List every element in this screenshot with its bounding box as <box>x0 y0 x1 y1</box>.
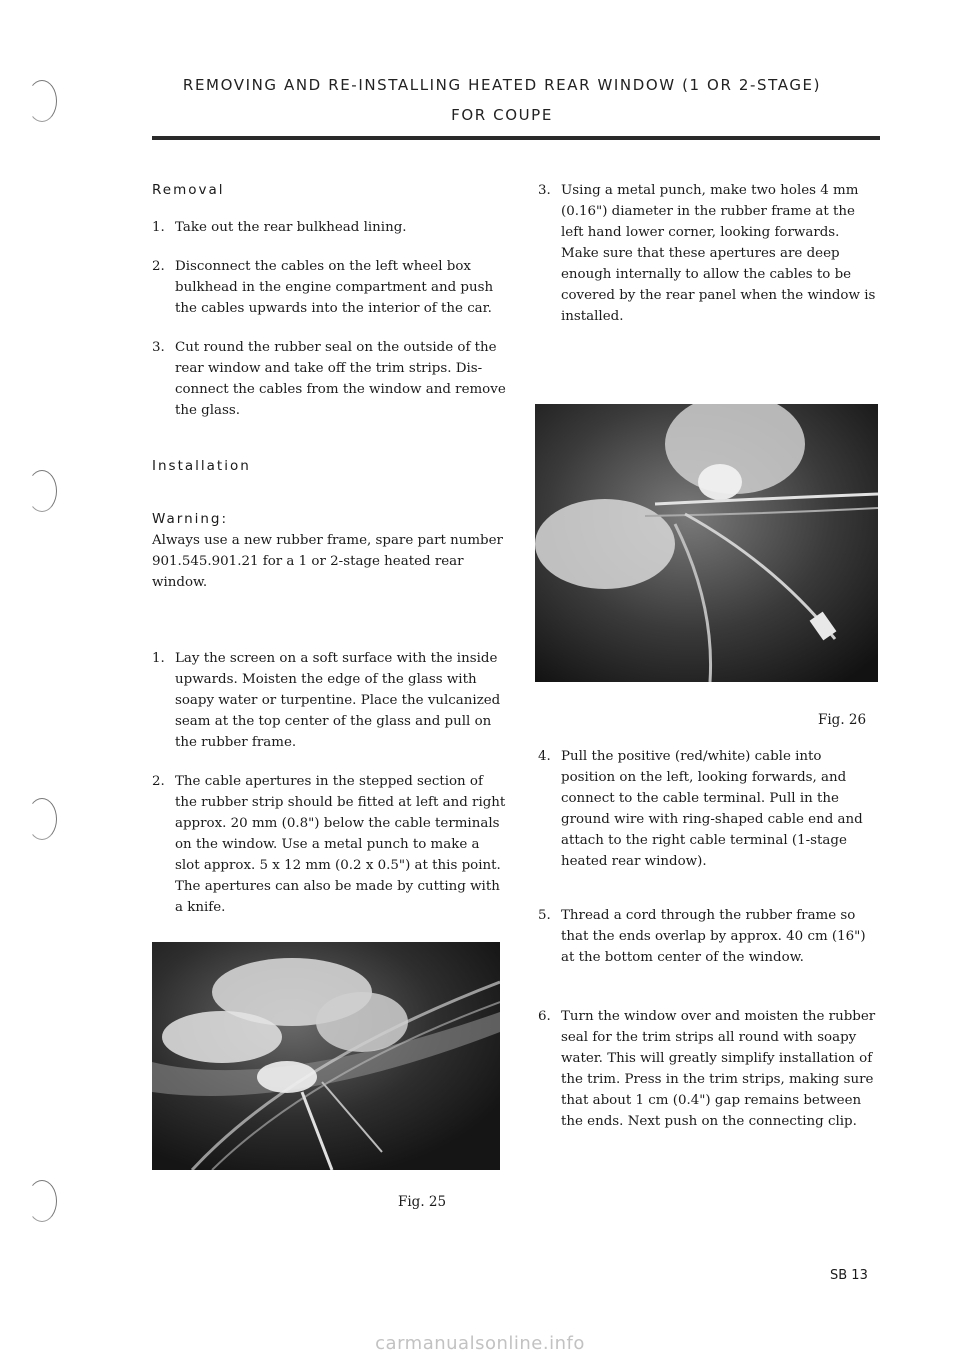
step-text: Using a metal punch, make two holes 4 mm (0.16") diameter in the rubber frame at the left hand lower corner, looking forwards. Make sure that these apertures are deep enough internally to allow the cables to be covered by the rear panel when the window is installed. <box>561 183 876 324</box>
right-steps-top <box>538 180 878 327</box>
removal-step-2 <box>152 256 508 319</box>
figure-26-photo <box>535 404 878 682</box>
step-number: 3. <box>152 340 165 355</box>
step-number: 1. <box>152 651 165 666</box>
figure-25-photo <box>152 942 500 1170</box>
step-text: Take out the rear bulkhead lining. <box>175 220 407 235</box>
installation-section <box>152 456 508 593</box>
step-number: 1. <box>152 220 165 235</box>
punch-hole-3 <box>27 798 57 840</box>
install-step-6 <box>538 1006 878 1132</box>
install-step-3 <box>538 180 878 327</box>
punch-hole-1 <box>27 80 57 122</box>
step-text: Lay the screen on a soft surface with the inside upwards. Moisten the edge of the glass with soapy water or turpentine. Place the vulcanized seam at the top center of the glass and pull on the rubber frame. <box>175 651 501 750</box>
step-number: 2. <box>152 259 165 274</box>
install-step-5 <box>538 905 878 968</box>
step-number: 2. <box>152 774 165 789</box>
removal-step-1 <box>152 217 508 238</box>
punch-hole-2 <box>27 470 57 512</box>
removal-heading: Removal <box>152 182 225 198</box>
header-rule <box>152 136 880 140</box>
watermark: carmanualsonline.info <box>375 1333 585 1354</box>
warning-heading: Warning: <box>152 511 229 527</box>
step-number: 5. <box>538 908 551 923</box>
install-step-2 <box>152 771 508 918</box>
step-number: 3. <box>538 183 551 198</box>
install-step-4 <box>538 746 878 872</box>
punch-hole-4 <box>27 1180 57 1222</box>
step-text: Turn the window over and moisten the rubber seal for the trim strips all round with soapy water. This will greatly simplify installation of the trim. Press in the trim strips, making sure that about 1 cm (0.4") gap remains between the ends. Next push on the connecting clip. <box>561 1009 876 1129</box>
removal-section <box>152 180 508 421</box>
step-text: Cut round the rubber seal on the outside of the rear window and take off the trim strips. Dis-connect the cables from the window and remove the glass. <box>175 340 506 418</box>
step-text: Disconnect the cables on the left wheel box bulkhead in the engine compartment and push the cables upwards into the interior of the car. <box>175 259 494 316</box>
page-subtitle: FOR COUPE <box>451 106 553 124</box>
figure-25-caption: Fig. 25 <box>398 1194 447 1210</box>
removal-step-3 <box>152 337 508 421</box>
figure-26-caption: Fig. 26 <box>818 712 867 728</box>
warning-text: Always use a new rubber frame, spare part number 901.545.901.21 for a 1 or 2-stage heated rear window. <box>152 533 503 590</box>
step-number: 4. <box>538 749 551 764</box>
right-steps-bottom <box>538 746 878 1132</box>
page-title: REMOVING AND RE-INSTALLING HEATED REAR WINDOW (1 OR 2-STAGE) <box>182 76 822 94</box>
step-text: Thread a cord through the rubber frame so that the ends overlap by approx. 40 cm (16") at the bottom center of the window. <box>561 908 866 965</box>
step-text: Pull the positive (red/white) cable into position on the left, looking forwards, and connect to the cable terminal. Pull in the ground wire with ring-shaped cable end and attach to the right cable terminal (1-stage heated rear window). <box>561 749 863 869</box>
install-step-1 <box>152 648 508 753</box>
page-code: SB 13 <box>830 1268 868 1283</box>
installation-steps <box>152 648 508 918</box>
step-number: 6. <box>538 1009 551 1024</box>
step-text: The cable apertures in the stepped section of the rubber strip should be fitted at left and right approx. 20 mm (0.8") below the cable terminals on the window. Use a metal punch to make a slot approx. 5 x 12 mm (0.2 x 0.5") at this point. The apertures can also be made by cutting with a knife. <box>175 774 506 915</box>
installation-heading: Installation <box>152 458 251 474</box>
